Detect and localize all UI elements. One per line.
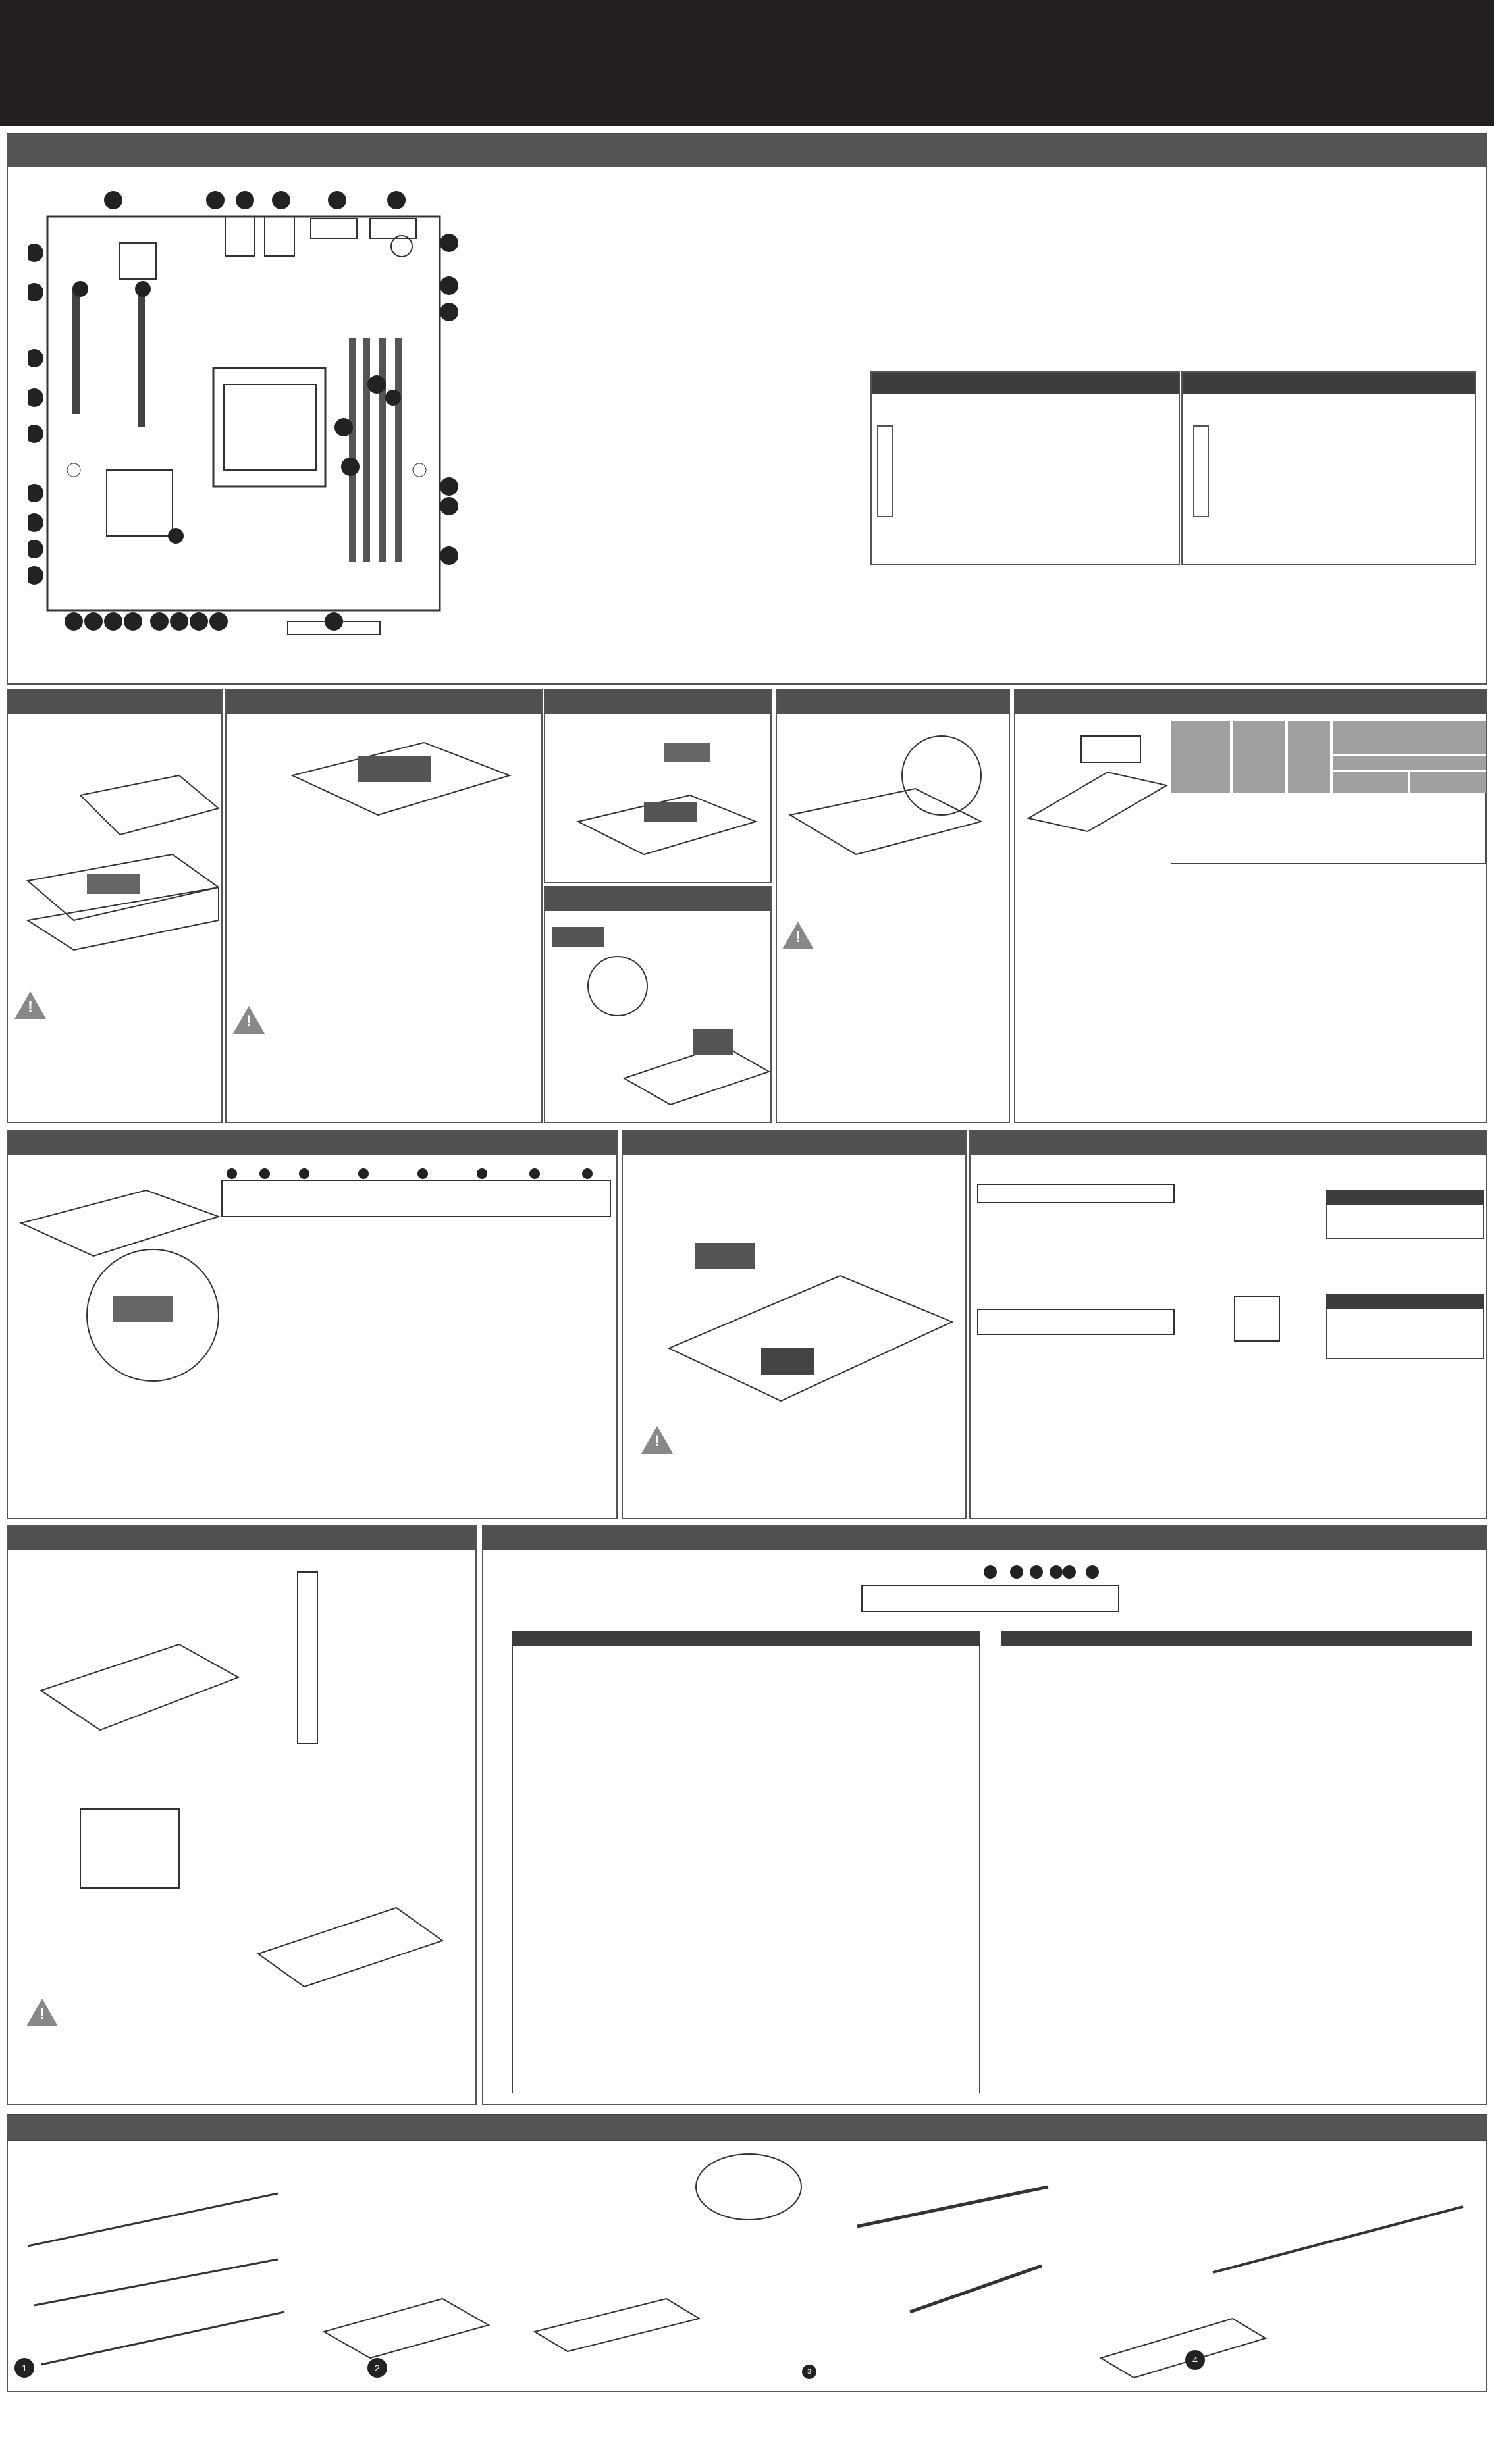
riser-illustrations	[28, 1559, 462, 2033]
warning-icon	[233, 1006, 265, 1034]
header-band	[0, 0, 1494, 126]
warning-icon	[782, 922, 814, 949]
motherboard-diagram	[28, 180, 489, 654]
table-body	[1171, 793, 1486, 864]
lan-table-header	[1326, 1294, 1484, 1309]
motherboard-section	[7, 167, 1487, 685]
drive-illustration	[14, 1164, 225, 1414]
table-header-cell	[1288, 721, 1330, 793]
panel-memory-config	[1014, 689, 1487, 1123]
panel-dimm	[776, 689, 1010, 1123]
cpu-illustration	[545, 914, 773, 1118]
panel-fan	[225, 689, 543, 1123]
step-marker-2: 2	[367, 2358, 387, 2378]
rear-panel-view	[977, 1309, 1175, 1335]
led-status-table-right	[1001, 1646, 1472, 2093]
led-table-header	[1326, 1190, 1484, 1205]
lan-port-diagram	[1234, 1296, 1280, 1342]
dimm-illustration	[784, 723, 1007, 887]
jumper-table-right	[1181, 371, 1476, 565]
backplane-diagram	[219, 1167, 614, 1220]
front-panel-led-diagram	[859, 1559, 1122, 1618]
section-bar-motherboard	[7, 133, 1487, 167]
table-header-cell	[1171, 721, 1230, 793]
led-status-table-right-header	[1001, 1631, 1472, 1646]
step-marker-3: 3	[802, 2365, 816, 2379]
rail-installation-illustrations	[14, 2147, 1483, 2384]
panel-remove-cover	[7, 689, 223, 1123]
panel-drive	[7, 1130, 618, 1519]
jumper-table-left	[870, 371, 1180, 565]
led-status-table-left	[512, 1646, 980, 2093]
table-header-cell	[1233, 721, 1285, 793]
table-header-cell	[1333, 756, 1486, 770]
memory-install-illustration	[1015, 720, 1173, 858]
lan-table	[1326, 1309, 1484, 1359]
table-header-cell	[1410, 772, 1486, 793]
table-header-cell	[1333, 772, 1408, 793]
panel-cpu	[544, 886, 772, 1123]
section-bar-rail	[7, 2114, 1487, 2141]
panel-riser	[7, 1525, 477, 2105]
step-marker-1: 1	[14, 2358, 34, 2378]
panel-front-rear	[969, 1130, 1487, 1519]
warning-icon	[14, 991, 46, 1019]
table-header-cell	[1333, 721, 1486, 754]
front-panel-view	[977, 1184, 1175, 1203]
cover-illustration	[14, 723, 219, 986]
warning-icon	[26, 1999, 58, 2026]
heatsink-illustration	[565, 723, 762, 874]
panel-psu	[622, 1130, 967, 1519]
step-marker-4: 4	[1185, 2350, 1205, 2370]
psu-illustration	[643, 1164, 959, 1414]
panel-rail-installation	[7, 2141, 1487, 2392]
fan-illustration	[279, 716, 516, 835]
warning-icon	[641, 1426, 673, 1454]
led-status-table-left-header	[512, 1631, 980, 1646]
panel-front-panel-leds	[482, 1525, 1487, 2105]
led-table	[1326, 1205, 1484, 1239]
panel-heatsink	[544, 689, 772, 883]
